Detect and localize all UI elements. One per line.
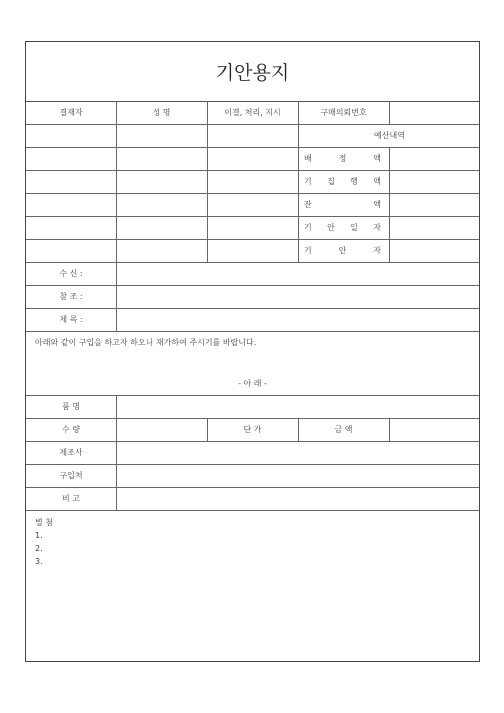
- budget-char: 기: [304, 177, 312, 186]
- row-divider: [26, 239, 479, 240]
- unit-price-label: 단 가: [243, 425, 262, 434]
- budget-char: 안: [338, 246, 347, 255]
- budget-char: 일: [350, 223, 358, 232]
- recipient-label: 수 신 :: [59, 269, 83, 278]
- attachment-label: 별 첨: [35, 518, 53, 527]
- budget-allocated-label: [298, 147, 389, 170]
- product-label: 품 명: [62, 402, 80, 411]
- vendor-label: 구입처: [59, 471, 83, 480]
- budget-char: 배: [304, 154, 312, 163]
- budget-char: 기: [304, 246, 312, 255]
- drafter-label: [298, 239, 389, 262]
- budget-char: 액: [373, 177, 381, 186]
- row-divider: [26, 510, 479, 511]
- budget-balance-label: [298, 193, 389, 216]
- remarks-label: 비 고: [62, 494, 80, 503]
- budget-char: 액: [373, 154, 381, 163]
- budget-char: 정: [338, 154, 347, 163]
- draft-date-label: [298, 216, 389, 239]
- budget-char: 행: [350, 177, 358, 186]
- budget-char: 안: [327, 223, 335, 232]
- opinion-header: 이결, 처리, 지시: [224, 108, 281, 117]
- purchase-no-header: 구매의뢰번호: [320, 108, 367, 117]
- budget-char: 자: [373, 223, 381, 232]
- reference-label: 참 조 :: [59, 292, 83, 301]
- draft-form: [25, 41, 480, 662]
- row-divider: [26, 170, 479, 171]
- row-divider: [26, 331, 479, 332]
- form-title: 기안용지: [26, 42, 479, 102]
- subject-label: 제 목 :: [59, 315, 83, 324]
- manufacturer-label: 제조사: [59, 448, 83, 457]
- name-header: 성 명: [152, 108, 171, 117]
- approver-header: 결재자: [59, 108, 83, 117]
- purchase-no-input[interactable]: [389, 101, 481, 124]
- col-divider: [116, 101, 117, 262]
- row-divider: [26, 193, 479, 194]
- request-text: 아래와 같이 구입을 하고자 하오니 재가하여 주시기를 바랍니다.: [35, 338, 257, 347]
- budget-char: 잔: [304, 200, 312, 209]
- col-divider: [207, 101, 208, 262]
- attachment-line: 2.: [35, 544, 43, 553]
- budget-char: 기: [304, 223, 312, 232]
- budget-spent-label: [298, 170, 389, 193]
- budget-char: 자: [373, 246, 381, 255]
- amount-label: 금 액: [334, 425, 353, 434]
- row-divider: [26, 216, 479, 217]
- attachment-line: 1.: [35, 531, 43, 540]
- budget-heading: 예산내역: [374, 131, 405, 140]
- attachment-section: [35, 516, 53, 568]
- budget-char: 액: [373, 200, 381, 209]
- col-divider: [116, 395, 117, 510]
- quantity-label: 수 량: [62, 425, 80, 434]
- col-divider: [116, 262, 117, 331]
- below-mark: - 아 래 -: [238, 379, 267, 388]
- col-divider: [389, 418, 390, 441]
- attachment-line: 3.: [35, 557, 43, 566]
- row-divider: [26, 147, 479, 148]
- budget-char: 집: [327, 177, 335, 186]
- col-divider: [389, 147, 390, 262]
